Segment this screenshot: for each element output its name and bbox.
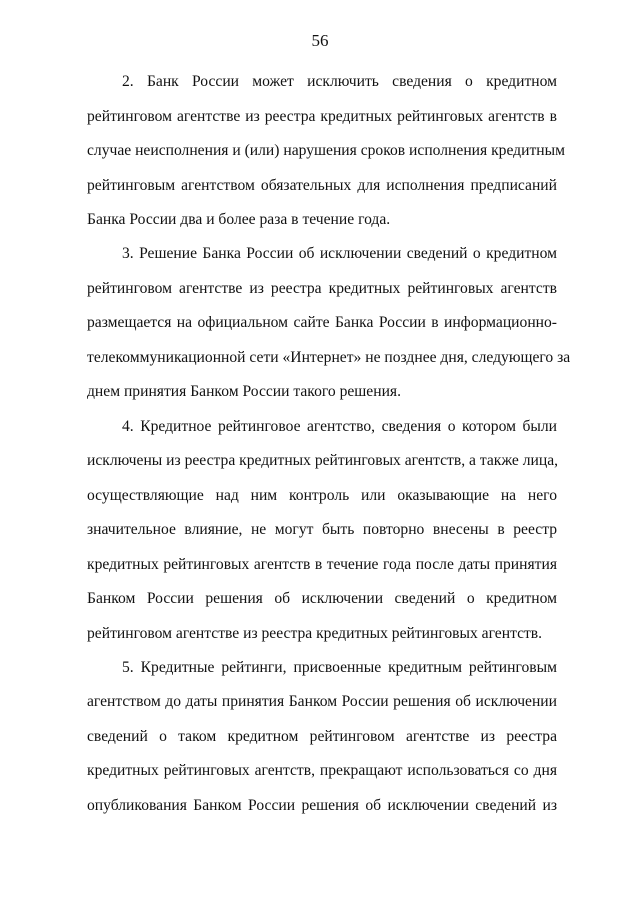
text-line: кредитных рейтинговых агентств, прекращают использоваться со дня — [87, 762, 557, 779]
text-line: рейтинговом агентстве из реестра кредитных рейтинговых агентств — [87, 280, 557, 297]
text-line: агентством до даты принятия Банком России решения об исключении — [87, 693, 557, 710]
page-number: 56 — [311, 31, 329, 50]
text-line: кредитных рейтинговых агентств в течение года после даты принятия — [87, 556, 557, 573]
text-line: исключены из реестра кредитных рейтинговых агентств, а также лица, — [87, 452, 559, 469]
text-line: рейтинговым агентством обязательных для исполнения предписаний — [87, 177, 557, 194]
text-line: 2. Банк России может исключить сведения о кредитном — [122, 73, 557, 90]
text-line: днем принятия Банком России такого решения. — [87, 383, 401, 400]
text-line: осуществляющие над ним контроль или оказывающие на него — [87, 487, 557, 504]
text-line: рейтинговом агентстве из реестра кредитных рейтинговых агентств в — [87, 108, 557, 125]
text-line: 5. Кредитные рейтинги, присвоенные кредитным рейтинговым — [122, 659, 557, 676]
text-line: случае неисполнения и (или) нарушения сроков исполнения кредитным — [87, 142, 565, 159]
text-line: опубликования Банком России решения об исключении сведений из — [87, 797, 557, 814]
text-line: 4. Кредитное рейтинговое агентство, сведения о котором были — [122, 418, 557, 435]
text-line: Банка России два и более раза в течение года. — [87, 211, 391, 228]
text-line: телекоммуникационной сети «Интернет» не позднее дня, следующего за — [87, 349, 571, 366]
text-line: 3. Решение Банка России об исключении сведений о кредитном — [122, 245, 557, 262]
text-line: сведений о таком кредитном рейтинговом агентстве из реестра — [87, 728, 557, 745]
text-line: Банком России решения об исключении сведений о кредитном — [87, 590, 557, 607]
text-line: рейтинговом агентстве из реестра кредитных рейтинговых агентств. — [87, 625, 543, 642]
text-line: размещается на официальном сайте Банка России в информационно- — [87, 314, 557, 331]
text-line: значительное влияние, не могут быть повторно внесены в реестр — [87, 521, 557, 538]
